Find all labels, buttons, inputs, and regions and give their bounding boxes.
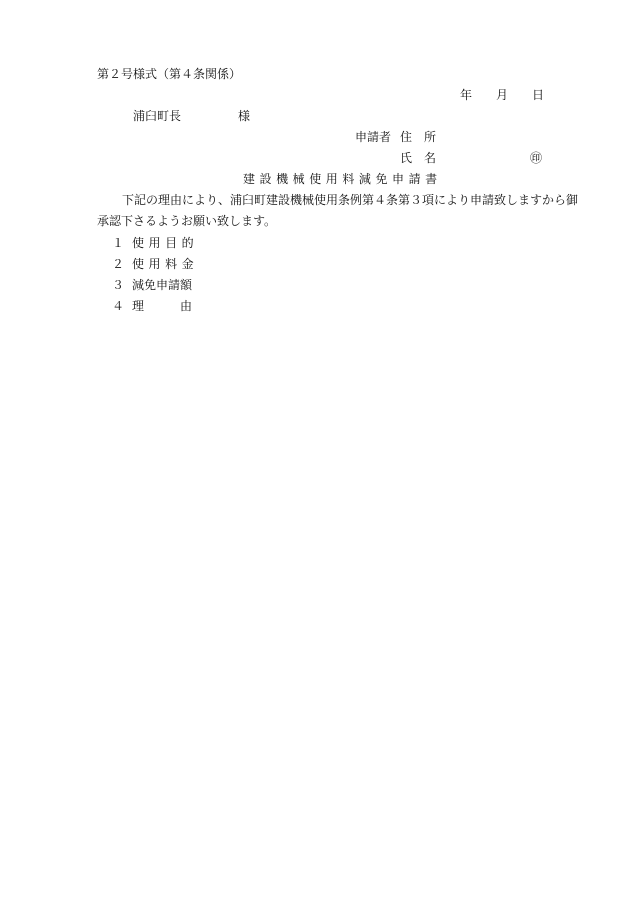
addressee-name: 浦臼町長	[133, 109, 182, 123]
item-label-purpose: 使用目的	[132, 236, 199, 250]
item-number: ４	[112, 299, 125, 313]
seal-mark: ㊞	[530, 151, 543, 165]
item-label-reason: 理 由	[132, 299, 193, 313]
date-day-label: 日	[532, 88, 545, 102]
list-item	[112, 257, 198, 271]
list-item	[112, 278, 192, 292]
form-number: 第２号様式（第４条関係）	[97, 67, 242, 81]
applicant-label: 申請者	[355, 130, 392, 144]
item-number: １	[112, 236, 125, 250]
body-text-line-2: 承認下さるようお願い致します。	[97, 214, 277, 228]
list-item	[112, 236, 198, 250]
list-item	[112, 299, 192, 313]
body-text-line-1: 下記の理由により、浦臼町建設機械使用条例第４条第３項により申請致しますから御	[122, 193, 579, 207]
item-number: ２	[112, 257, 125, 271]
date-year-label: 年	[460, 88, 473, 102]
item-label-reduction-amount: 減免申請額	[132, 278, 193, 292]
item-number: ３	[112, 278, 125, 292]
addressee-honorific: 様	[238, 109, 251, 123]
date-month-label: 月	[496, 88, 509, 102]
document-title: 建設機械使用料減免申請書	[243, 172, 442, 186]
applicant-address-label: 住 所	[400, 130, 437, 144]
item-label-fee: 使用料金	[132, 257, 199, 271]
applicant-name-label: 氏 名	[400, 151, 437, 165]
